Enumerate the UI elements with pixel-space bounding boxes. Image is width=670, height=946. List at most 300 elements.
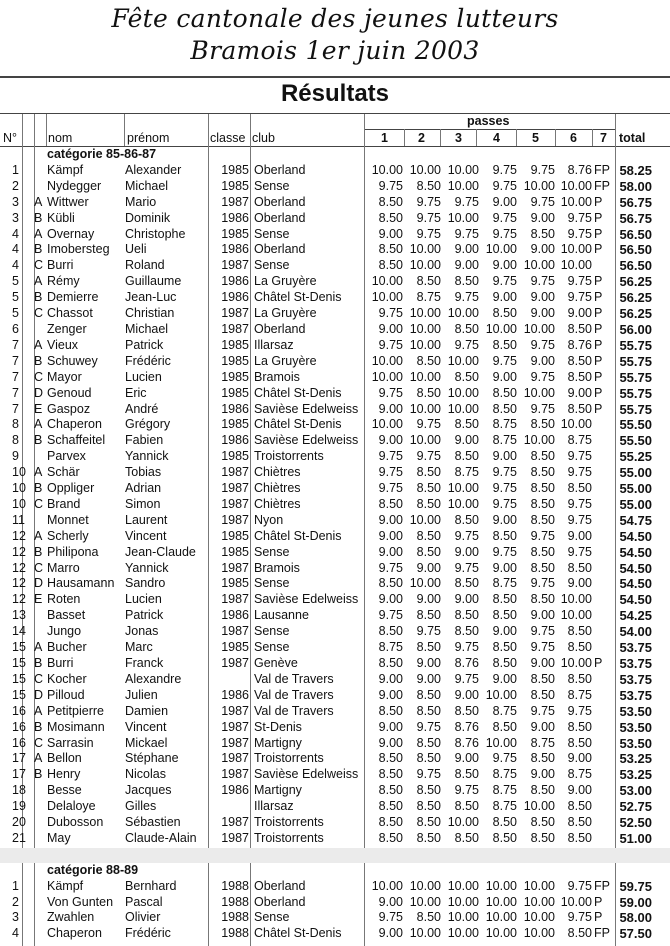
pass-1-cell: 9.00 [378,719,403,734]
rank-cell: 12 [12,544,26,559]
pass-1-cell: 8.50 [378,210,403,225]
sub-rank-cell: A [34,417,43,432]
pass-1-cell: 10.00 [371,290,403,305]
pass-4-cell: 9.75 [492,226,517,241]
pass-7-cell: FP [594,926,610,941]
pass-7-cell [592,624,612,640]
pass-1-cell: 9.75 [378,481,403,496]
pass-1-cell: 9.00 [378,926,403,941]
pass-6-cell: 9.75 [567,512,592,527]
table-row [0,386,652,402]
sub-rank-cell: B [34,719,43,734]
name-cell: Burri [47,656,74,670]
pass-6-cell: 9.00 [567,306,592,321]
pass-2-cell: 10.00 [409,878,441,893]
pass-1-cell: 9.75 [378,465,403,480]
pass-1-cell: 8.50 [378,703,403,718]
rank-cell: 4 [12,226,19,241]
pass-2-cell: 10.00 [409,306,441,321]
sub-rank-cell [34,879,47,895]
pass-3-cell: 10.00 [447,353,479,368]
class-year-cell: 1986 [221,687,249,702]
sub-rank-cell [34,608,47,624]
pass-6-cell: 8.50 [567,719,592,734]
table-row [0,306,652,322]
pass-4-cell: 8.50 [492,528,517,543]
firstname-cell: Grégory [125,417,171,432]
class-year-cell [213,799,254,815]
table-row [0,736,652,752]
sub-rank-cell: A [34,703,43,718]
pass-5-cell: 9.75 [530,369,555,384]
club-cell: Nyon [254,512,284,527]
pass-6-cell: 10.00 [560,178,592,193]
pass-2-cell: 10.00 [409,242,441,257]
pass-2-cell: 8.50 [416,528,441,543]
pass-2-cell: 8.50 [416,496,441,511]
col-divider-p3 [440,129,441,146]
pass-3-cell: 8.50 [454,767,479,782]
class-year-cell: 1987 [221,560,249,575]
pass-6-cell: 10.00 [560,894,592,909]
total-cell: 54.50 [619,576,652,592]
pass-2-cell: 8.50 [416,703,441,718]
club-cell: Oberland [254,878,306,893]
pass-2-cell: 9.75 [416,226,441,241]
pass-1-cell: 9.75 [378,337,403,352]
club-cell: Troistorrents [254,751,324,766]
class-year-cell: 1987 [221,465,249,480]
pass-7-cell: FP [594,178,610,193]
firstname-cell: Yannick [125,560,169,575]
rank-cell: 5 [12,306,19,321]
table-row [0,624,652,640]
pass-4-cell: 8.50 [492,337,517,352]
club-cell: Sense [254,576,290,591]
pass-5-cell: 10.00 [523,894,555,909]
name-cell: Roten [47,592,81,607]
col-divider-p4 [476,129,477,146]
firstname-cell: Marc [125,640,153,655]
club-cell: Lausanne [254,608,309,623]
firstname-cell: Patrick [125,337,164,352]
table-row [0,592,652,608]
pass-6-cell: 10.00 [560,608,592,623]
pass-7-cell [592,258,612,274]
total-cell: 56.00 [619,321,652,337]
rank-cell: 13 [12,608,26,623]
pass-1-cell: 10.00 [371,353,403,368]
table-row [0,783,652,799]
firstname-cell: Jonas [125,624,159,639]
rank-cell: 4 [12,242,19,257]
pass-4-cell: 9.75 [492,353,517,368]
pass-3-cell: 8.50 [454,274,479,289]
pass-1-cell: 8.50 [378,830,403,845]
pass-3-cell: 9.00 [454,433,479,448]
total-cell: 54.50 [619,592,652,608]
class-year-cell: 1985 [221,353,249,368]
rank-cell: 12 [12,592,26,607]
pass-2-cell: 10.00 [409,576,441,591]
pass-4-cell: 8.50 [492,306,517,321]
sub-rank-cell [34,831,47,847]
sub-rank-cell: D [34,576,44,591]
pass-1-cell: 8.50 [378,624,403,639]
pass-3-cell: 8.50 [454,369,479,384]
pass-3-cell: 8.50 [454,449,479,464]
sub-rank-cell: B [34,290,43,305]
sub-rank-cell [34,926,47,942]
sub-rank-cell: C [34,258,44,273]
sub-rank-cell [34,815,47,831]
pass-1-cell: 10.00 [371,274,403,289]
total-cell: 55.00 [619,496,652,512]
total-cell: 56.50 [619,242,652,258]
pass-1-cell: 9.75 [378,385,403,400]
class-year-cell: 1985 [221,528,249,543]
pass-6-cell: 8.50 [567,321,592,336]
pass-3-cell: 8.75 [454,465,479,480]
pass-6-cell: 8.50 [567,799,592,814]
club-cell: Genève [254,656,298,670]
name-cell: Chaperon [47,417,102,432]
club-cell: Oberland [254,242,306,257]
class-year-cell: 1987 [221,719,249,734]
pass-4-cell: 9.75 [492,751,517,766]
class-year-cell: 1987 [221,830,249,845]
pass-4-cell: 10.00 [485,894,517,909]
firstname-cell: Yannick [125,449,169,464]
firstname-cell: Christophe [125,226,186,241]
pass-7-cell: P [594,290,603,305]
table-row [0,402,652,418]
sub-rank-cell: A [34,226,43,241]
total-cell: 56.25 [619,306,652,322]
pass-2-cell: 8.50 [416,735,441,750]
firstname-cell: Nicolas [125,767,166,782]
pass-6-cell: 9.00 [567,528,592,543]
class-year-cell: 1985 [221,226,249,241]
pass-6-cell: 8.50 [567,401,592,416]
results-table [0,147,652,942]
pass-3-cell: 10.00 [447,178,479,193]
pass-1-cell: 10.00 [371,417,403,432]
rank-cell: 3 [12,210,19,225]
pass-6-cell: 9.00 [567,576,592,591]
pass-1-cell: 9.00 [378,894,403,909]
pass-5-cell: 9.75 [530,274,555,289]
table-row [0,751,652,767]
pass-1-cell: 8.50 [378,576,403,591]
pass-7-cell [592,672,612,688]
total-cell: 52.75 [619,799,652,815]
name-cell: Brand [47,496,81,511]
pass-2-cell: 10.00 [409,258,441,273]
rank-cell: 16 [12,703,26,718]
pass-2-cell: 8.50 [416,385,441,400]
rank-cell: 1 [12,162,19,177]
total-cell: 59.00 [619,894,652,910]
pass-5-cell: 8.50 [530,830,555,845]
rank-cell: 2 [12,178,19,193]
pass-6-cell: 8.50 [567,830,592,845]
table-row [0,163,652,179]
total-cell: 52.50 [619,815,652,831]
pass-4-cell: 8.50 [492,719,517,734]
pass-4-cell: 8.50 [492,656,517,670]
pass-4-cell: 8.75 [492,767,517,782]
rank-cell: 5 [12,290,19,305]
total-cell: 56.50 [619,226,652,242]
firstname-cell: Laurent [125,512,168,527]
pass-4-cell: 9.00 [492,624,517,639]
sub-rank-cell: A [34,337,43,352]
name-cell: Burri [47,258,74,273]
firstname-cell: Sébastien [125,815,181,830]
name-cell: Basset [47,608,86,623]
category-label: catégorie 88-89 [47,862,139,877]
sub-rank-cell [34,513,47,529]
pass-4-cell: 9.00 [492,512,517,527]
rank-cell: 15 [12,687,26,702]
pass-5-cell: 9.00 [530,242,555,257]
pass-1-cell: 8.75 [378,640,403,655]
sub-rank-cell [34,322,47,338]
pass-1-cell: 8.50 [378,496,403,511]
rank-cell: 10 [12,481,26,496]
name-cell: Hausamann [47,576,115,591]
name-cell: Chassot [47,306,93,321]
pass-3-cell: 8.50 [454,799,479,814]
table-row [0,831,652,847]
rank-cell: 12 [12,528,26,543]
total-cell: 58.00 [619,178,652,194]
pass-7-cell [592,592,612,608]
table-row [0,545,652,561]
pass-7-cell [592,751,612,767]
pass-5-cell: 8.50 [530,449,555,464]
pass-3-cell: 8.50 [454,830,479,845]
pass-6-cell: 9.75 [567,274,592,289]
col-divider-nom [46,114,47,146]
pass-4-cell: 9.00 [492,449,517,464]
pass-4-cell: 8.50 [492,401,517,416]
pass-3-cell: 10.00 [447,894,479,909]
pass-3-cell: 9.00 [454,687,479,702]
pass-1-cell: 8.50 [378,751,403,766]
name-cell: Delaloye [47,799,96,814]
pass-6-cell: 9.00 [567,385,592,400]
pass-3-cell: 10.00 [447,210,479,225]
pass-4-cell: 10.00 [485,687,517,702]
pass-1-cell: 9.00 [378,433,403,448]
pass-4-cell: 10.00 [485,910,517,925]
club-cell: Savièse Edelweiss [254,401,359,416]
pass-5-cell: 8.50 [530,687,555,702]
sub-rank-cell: B [34,210,43,225]
pass-5-cell: 8.50 [530,815,555,830]
total-cell: 54.75 [619,512,652,528]
pass-1-cell: 8.50 [378,767,403,782]
class-year-cell: 1985 [221,369,249,384]
total-cell: 55.50 [619,417,652,433]
firstname-cell: Lucien [125,369,162,384]
pass-3-cell: 8.50 [454,608,479,623]
header-pass-7: 7 [600,131,607,145]
pass-6-cell: 9.75 [567,544,592,559]
rank-cell: 18 [12,783,26,798]
pass-1-cell: 8.50 [378,783,403,798]
class-year-cell: 1988 [221,926,249,941]
pass-1-cell: 9.75 [378,306,403,321]
total-cell: 53.75 [619,656,652,671]
class-year-cell: 1986 [221,608,249,623]
pass-2-cell: 8.50 [416,815,441,830]
total-cell: 54.50 [619,560,652,576]
table-row [0,926,652,942]
rank-cell: 1 [12,878,19,893]
pass-4-cell: 10.00 [485,878,517,893]
table-row [0,529,652,545]
name-cell: Henry [47,767,81,782]
pass-7-cell [592,561,612,577]
pass-2-cell: 9.75 [416,624,441,639]
club-cell: La Gruyère [254,306,317,321]
class-year-cell: 1987 [221,656,249,670]
club-cell: Sense [254,226,290,241]
table-row [0,879,652,895]
pass-2-cell: 9.75 [416,194,441,209]
pass-4-cell: 8.50 [492,592,517,607]
firstname-cell: Frédéric [125,926,171,941]
total-cell: 54.50 [619,544,652,560]
name-cell: Von Gunten [47,894,114,909]
name-cell: Nydegger [47,178,102,193]
table-row [0,465,652,481]
total-cell: 56.75 [619,210,652,226]
pass-7-cell: P [594,226,603,241]
table-row [0,513,652,529]
sub-rank-cell: A [34,465,43,480]
top-rule [0,76,670,78]
pass-5-cell: 9.75 [530,640,555,655]
pass-5-cell: 9.00 [530,719,555,734]
pass-2-cell: 8.50 [416,481,441,496]
pass-4-cell: 10.00 [485,321,517,336]
pass-2-cell: 9.00 [416,656,441,670]
sub-rank-cell [34,624,47,640]
pass-7-cell [592,704,612,720]
sub-rank-cell: C [34,496,44,511]
pass-4-cell: 9.75 [492,496,517,511]
pass-1-cell: 9.00 [378,544,403,559]
pass-2-cell: 8.50 [416,687,441,702]
pass-7-cell: P [594,274,603,289]
sub-rank-cell: A [34,274,43,289]
table-row [0,799,652,815]
header-pass-1: 1 [381,131,388,145]
sub-rank-cell: B [34,481,43,496]
pass-1-cell: 10.00 [371,878,403,893]
name-cell: Kämpf [47,162,84,177]
name-cell: Bellon [47,751,82,766]
class-year-cell: 1987 [221,703,249,718]
pass-2-cell: 9.75 [416,417,441,432]
total-cell: 55.25 [619,449,652,465]
sub-rank-cell: B [34,656,43,670]
rank-cell: 17 [12,751,26,766]
pass-6-cell: 8.75 [567,767,592,782]
name-cell: Dubosson [47,815,104,830]
name-cell: Pilloud [47,687,85,702]
event-date: Bramois 1er juin 2003 [190,36,480,65]
pass-4-cell: 9.00 [492,290,517,305]
category-row [0,863,652,879]
pass-5-cell: 9.00 [530,210,555,225]
table-row [0,895,652,911]
name-cell: Mayor [47,369,82,384]
name-cell: Schuwey [47,353,98,368]
class-year-cell: 1985 [221,178,249,193]
name-cell: Rémy [47,274,80,289]
pass-1-cell: 9.75 [378,449,403,464]
header-nom: nom [48,131,73,145]
sub-rank-cell: B [34,353,43,368]
pass-6-cell: 9.75 [567,910,592,925]
name-cell: Wittwer [47,194,89,209]
club-cell: Troistorrents [254,830,324,845]
table-row [0,195,652,211]
sub-rank-cell [34,799,47,815]
header-classe: classe [210,131,246,145]
pass-5-cell: 8.50 [530,417,555,432]
name-cell: Scherly [47,528,89,543]
firstname-cell: Claude-Alain [125,830,197,845]
sub-rank-cell: A [34,751,43,766]
pass-4-cell: 8.50 [492,640,517,655]
firstname-cell: Frédéric [125,353,171,368]
name-cell: Parvex [47,449,86,464]
class-year-cell: 1987 [221,592,249,607]
total-cell: 55.75 [619,353,652,369]
firstname-cell: Alexander [125,162,182,177]
club-cell: La Gruyère [254,353,317,368]
firstname-cell: Roland [125,258,165,273]
table-row [0,338,652,354]
category-row [0,147,652,163]
pass-3-cell: 9.75 [454,337,479,352]
table-row [0,354,652,370]
pass-1-cell: 9.00 [378,401,403,416]
pass-1-cell: 9.00 [378,671,403,686]
pass-3-cell: 9.75 [454,528,479,543]
name-cell: Demierre [47,290,99,305]
sub-rank-cell: D [34,687,44,702]
pass-4-cell: 8.50 [492,608,517,623]
pass-7-cell: P [594,656,603,670]
pass-7-cell [592,608,612,624]
sub-rank-cell [34,163,47,179]
passes-rule [364,129,615,130]
table-row [0,640,652,656]
firstname-cell: Dominik [125,210,171,225]
total-cell: 55.75 [619,369,652,385]
rank-cell: 20 [12,815,26,830]
name-cell: Schaffeitel [47,433,106,448]
table-row [0,417,652,433]
name-cell: May [47,830,71,845]
